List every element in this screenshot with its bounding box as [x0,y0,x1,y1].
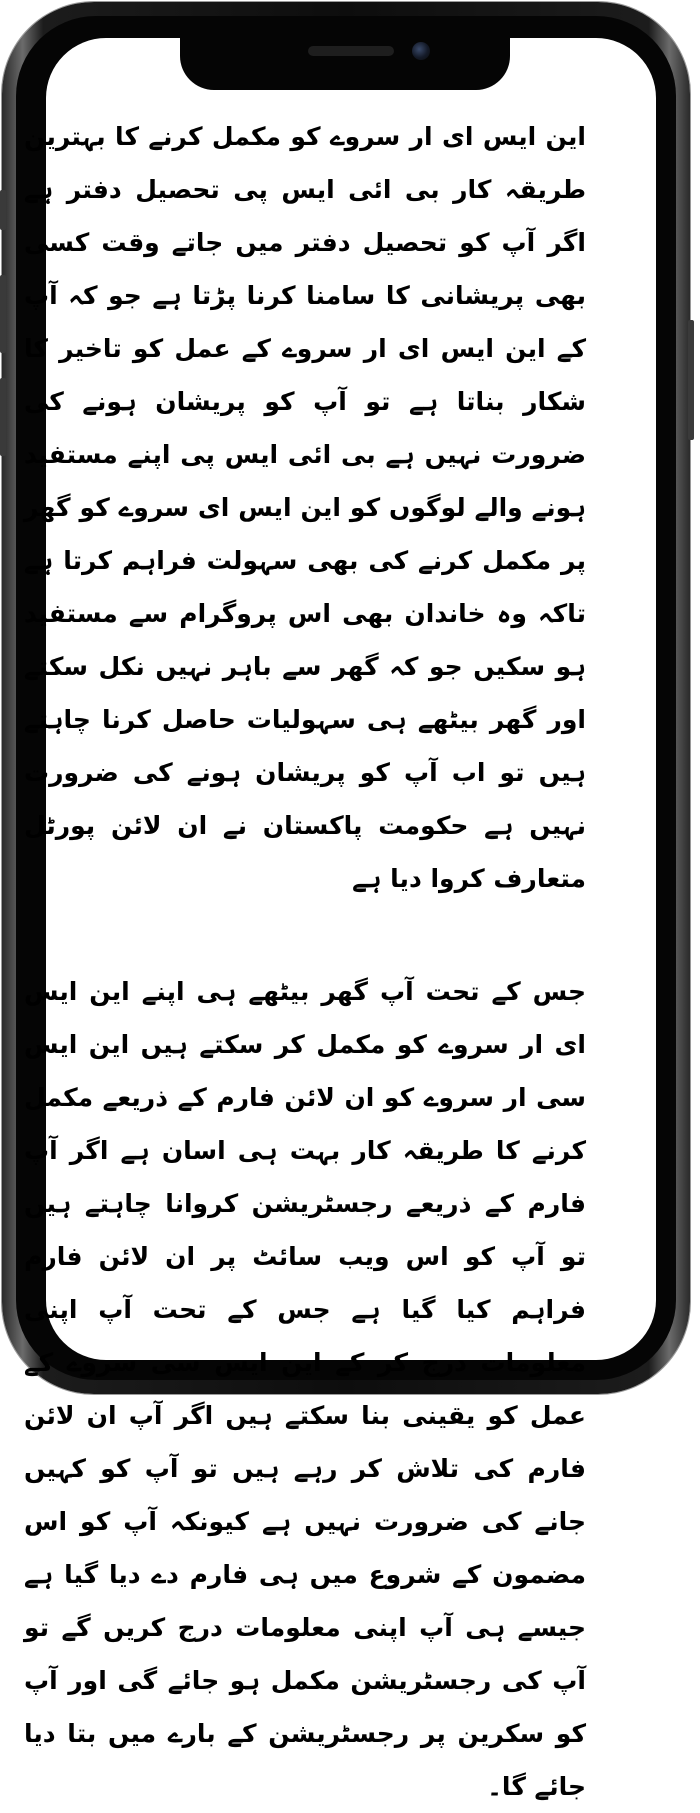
silent-switch [0,190,6,230]
article-paragraph: جس کے تحت آپ گھر بیٹھے ہی اپنے این ایس ای ار سروے کو مکمل کر سکتے ہیں این ایس سی ار سروے کو ان لائن فارم کے ذریعے مکمل کرنے کا طریقہ کار بہت ہی اسان ہے اگر آپ فارم کے ذریعے رجسٹریشن کروانا چاہتے ہیں تو آپ کو اس ویب سائٹ پر ان لائن فارم فراہم کیا گیا ہے جس کے تحت آپ اپنی معلومات درج کر کے این ایس سی سروے کے عمل کو یقینی بنا سکتے ہیں اگر آپ ان لائن فارم کی تلاش کر رہے ہیں تو آپ کو کہیں جانے کی ضرورت نہیں ہے کیونکہ آپ کو اس مضمون کے شروع میں ہی فارم دے دیا گیا ہے جیسے ہی آپ اپنی معلومات درج کریں گے تو آپ کی رجسٹریشن مکمل ہو جائے گی اور آپ کو سکرین پر رجسٹریشن کے بارے میں بتا دیا جائے گا۔ [24,977,586,1801]
volume-up-button [0,275,6,353]
front-camera-icon [412,42,430,60]
volume-down-button [0,378,6,456]
article-body [24,110,586,1813]
article-paragraph: این ایس ای ار سروے کو مکمل کرنے کا بہترین طریقہ کار بی ائی ایس پی تحصیل دفتر ہے اگر آپ کو تحصیل دفتر میں جاتے وقت کسی بھی پریشانی کا سامنا کرنا پڑتا ہے جو کہ آپ کے این ایس ای ار سروے کے عمل کو تاخیر کا شکار بناتا ہے تو آپ کو پریشان ہونے کی ضرورت نہیں ہے بی ائی ایس پی اپنے مستفید ہونے والے لوگوں کو این ایس ای سروے کو گھر پر مکمل کرنے کی بھی سہولت فراہم کرتا ہے تاکہ وہ خاندان بھی اس پروگرام سے مستفید ہو سکیں جو کہ گھر سے باہر نہیں نکل سکتے اور گھر بیٹھے ہی سہولیات حاصل کرنا چاہتے ہیں تو اب آپ کو پریشان ہونے کی ضرورت نہیں ہے حکومت پاکستان نے ان لائن پورٹل متعارف کروا دیا ہے [24,122,586,893]
speaker-grille [308,46,394,56]
power-button [688,320,694,440]
phone-notch [180,30,510,90]
paragraph-spacer [24,905,586,965]
